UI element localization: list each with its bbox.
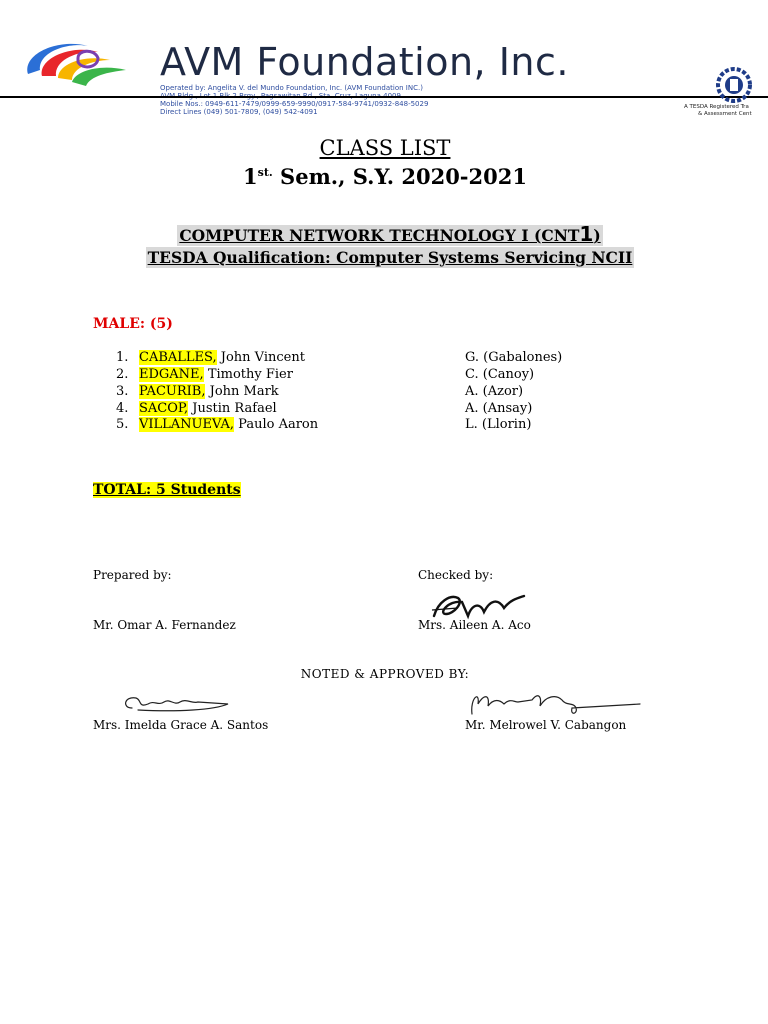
contact-line-4: Direct Lines (049) 501-7809, (049) 542-4091 [160,108,318,116]
course-number: 1 [579,222,594,246]
student-name [139,384,279,399]
list-item [116,350,586,367]
qualification [0,248,768,267]
list-item [116,367,586,384]
semester-text: Sem., S.Y. 2020-2021 [272,164,527,189]
approver-2-name: Mr. Melrowel V. Cabangon [465,718,627,732]
header-divider [0,96,768,98]
list-item [116,384,586,401]
prepared-by-name: Mr. Omar A. Fernandez [93,618,236,632]
student-given-name: Timothy Fier [203,367,293,382]
student-name [139,367,293,382]
student-section: A. (Ansay) [465,401,533,416]
student-given-name: John Mark [205,384,279,399]
student-given-name: Justin Rafael [188,401,277,416]
noted-approved-label: NOTED & APPROVED BY: [300,667,470,681]
student-section: L. (Llorin) [465,417,532,432]
student-name [139,401,277,416]
row-number: 4. [116,401,129,416]
course-name: COMPUTER NETWORK TECHNOLOGY I (CNT [179,226,580,245]
contact-line-3: Mobile Nos.: 0949-611-7479/0999-659-9990/0917-584-9741/0932-848-5029 [160,100,429,108]
checked-by-label: Checked by: [418,568,494,582]
tesda-caption-line-2: & Assessment Cent [698,111,752,117]
signature-santos-icon [118,692,230,716]
tesda-seal-icon [706,66,762,104]
student-surname: PACURIB, [139,384,206,399]
org-name: AVM Foundation, Inc. [160,40,569,84]
student-section: G. (Gabalones) [465,350,563,365]
total-students: TOTAL: 5 Students [93,482,241,498]
student-surname: SACOP, [139,401,189,416]
qualification-text: TESDA Qualification: Computer Systems Servicing NCII [147,248,633,267]
avm-logo-icon [18,36,148,96]
student-name [139,417,318,432]
student-section: A. (Azor) [465,384,524,399]
list-item [116,401,586,418]
row-number: 3. [116,384,129,399]
document-title: CLASS LIST [319,136,451,160]
student-name [139,350,305,365]
list-item [116,417,586,434]
student-given-name: Paulo Aaron [234,417,319,432]
tesda-caption-line-1: A TESDA Registered Tra [684,104,749,110]
semester-line [0,164,768,189]
student-section: C. (Canoy) [465,367,535,382]
student-surname: VILLANUEVA, [139,417,235,432]
male-section-label: MALE: (5) [93,316,173,332]
semester-ordinal: st. [257,166,273,179]
row-number: 5. [116,417,129,432]
course-title [0,222,768,246]
contact-line-1: Operated by: Angelita V. del Mundo Foundation, Inc. (AVM Foundation INC.) [160,84,423,92]
row-number: 2. [116,367,129,382]
semester-number: 1 [243,164,258,189]
student-given-name: John Vincent [216,350,305,365]
course-title-band [177,222,602,246]
tesda-caption [684,104,768,118]
signature-cabangon-icon [466,688,642,718]
approver-1-name: Mrs. Imelda Grace A. Santos [93,718,269,732]
row-number: 1. [116,350,129,365]
student-surname: CABALLES, [139,350,217,365]
course-close: ) [593,226,601,245]
student-surname: EDGANE, [139,367,204,382]
prepared-by-label: Prepared by: [93,568,172,582]
checked-by-name: Mrs. Aileen A. Aco [418,618,531,632]
